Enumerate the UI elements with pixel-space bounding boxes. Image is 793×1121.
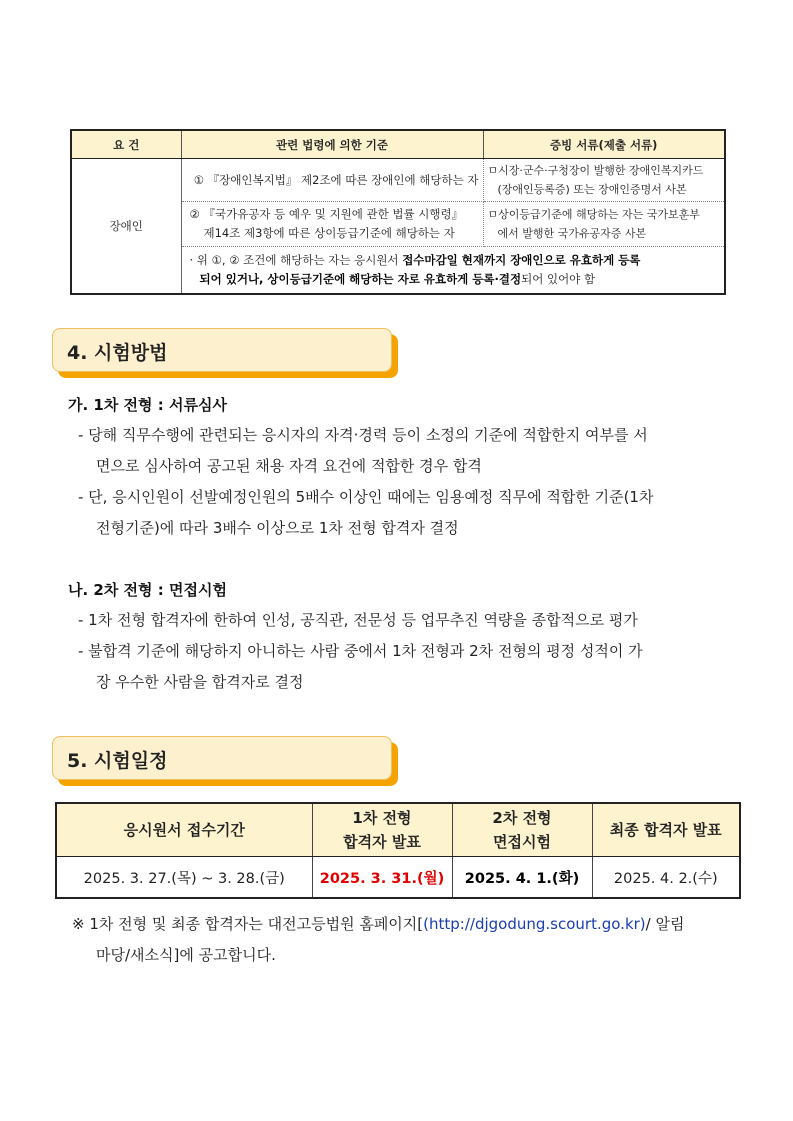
list-item: - 불합격 기준에 해당하지 아니하는 사람 중에서 1차 전형과 2차 전형의 평정 성적이 가: [78, 642, 643, 660]
note-emphasis: 되어 있거나, 상이등급기준에 해당하는 자로 유효하게 등록·결정: [199, 272, 522, 286]
schedule-table: [55, 802, 741, 899]
header-first-stage: 1차 전형 합격자 발표: [312, 803, 452, 857]
criteria-line: 제14조 제3항에 따른 상이등급기준에 해당하는 자: [203, 226, 455, 240]
section-4-header: [52, 328, 392, 372]
list-item: - 단, 응시인원이 선발예정인원의 5배수 이상인 때에는 임용예정 직무에 적합한 기준(1차: [78, 488, 654, 506]
table-row: [71, 159, 725, 202]
note-text: · 위 ①, ② 조건에 해당하는 자는 응시원서: [189, 253, 403, 267]
list-item-continued: 전형기준)에 따라 3배수 이상으로 1차 전형 합격자 결정: [96, 519, 459, 537]
header-requirement: 요 건: [71, 130, 181, 159]
criteria-line: ② 『국가유공자 등 예우 및 지원에 관한 법률 시행령』: [189, 207, 464, 221]
announcement-note: ※ 1차 전형 및 최종 합격자는 대전고등법원 홈페이지[(http://djgodung.scourt.go.kr)/ 알림: [72, 915, 685, 933]
note-cell: [181, 247, 725, 295]
list-item-continued: 장 우수한 사람을 합격자로 결정: [96, 673, 304, 691]
header-documents: 증빙 서류(제출 서류): [483, 130, 725, 159]
section-5-header: [52, 736, 392, 780]
requirements-table: [70, 129, 726, 295]
list-item: - 당해 직무수행에 관련되는 응시자의 자격·경력 등이 소정의 기준에 적합한지 여부를 서: [78, 426, 648, 444]
table-header-row: [71, 130, 725, 159]
final-announcement-date: 2025. 4. 2.(수): [592, 857, 740, 899]
note-text: 되어 있어야 함: [521, 272, 596, 286]
header-final-announcement: 최종 합격자 발표: [592, 803, 740, 857]
application-period-value: 2025. 3. 27.(목) ~ 3. 28.(금): [56, 857, 312, 899]
criteria-cell: [181, 202, 483, 247]
category-label: 장애인: [71, 159, 181, 295]
criteria-cell: [181, 159, 483, 202]
list-item: - 1차 전형 합격자에 한하여 인성, 공직관, 전문성 등 업무추진 역량을 종합적으로 평가: [78, 611, 638, 629]
announcement-note-continued: 마당/새소식]에 공고합니다.: [96, 946, 276, 964]
documents-line: 에서 발행한 국가유공자증 사본: [497, 227, 647, 240]
documents-line: (장애인등록증) 또는 장애인증명서 사본: [497, 183, 687, 196]
second-stage-date: 2025. 4. 1.(화): [452, 857, 592, 899]
section-title: 4. 시험방법: [67, 342, 168, 364]
first-stage-date: 2025. 3. 31.(월): [312, 857, 452, 899]
list-item-continued: 면으로 심사하여 공고된 채용 자격 요건에 적합한 경우 합격: [96, 457, 482, 475]
documents-line: ㅁ상이등급기준에 해당하는 자는 국가보훈부: [487, 208, 700, 221]
homepage-link[interactable]: (http://djgodung.scourt.go.kr): [423, 915, 646, 933]
header-application-period: 응시원서 접수기간: [56, 803, 312, 857]
table-row: [56, 857, 740, 899]
header-second-stage: 2차 전형 면접시험: [452, 803, 592, 857]
subsection-title: 나. 2차 전형 : 면접시험: [68, 581, 227, 599]
header-criteria: 관련 법령에 의한 기준: [181, 130, 483, 159]
criteria-text: ① 『장애인복지법』 제2조에 따른 장애인에 해당하는 자: [193, 172, 479, 187]
documents-line: ㅁ시장·군수·구청장이 발행한 장애인복지카드: [487, 164, 704, 177]
documents-cell: [483, 202, 725, 247]
subsection-title: 가. 1차 전형 : 서류심사: [68, 396, 227, 414]
section-title: 5. 시험일정: [67, 750, 168, 772]
table-header-row: [56, 803, 740, 857]
documents-cell: [483, 159, 725, 202]
note-emphasis: 접수마감일 현재까지 장애인으로 유효하게 등록: [402, 253, 641, 267]
